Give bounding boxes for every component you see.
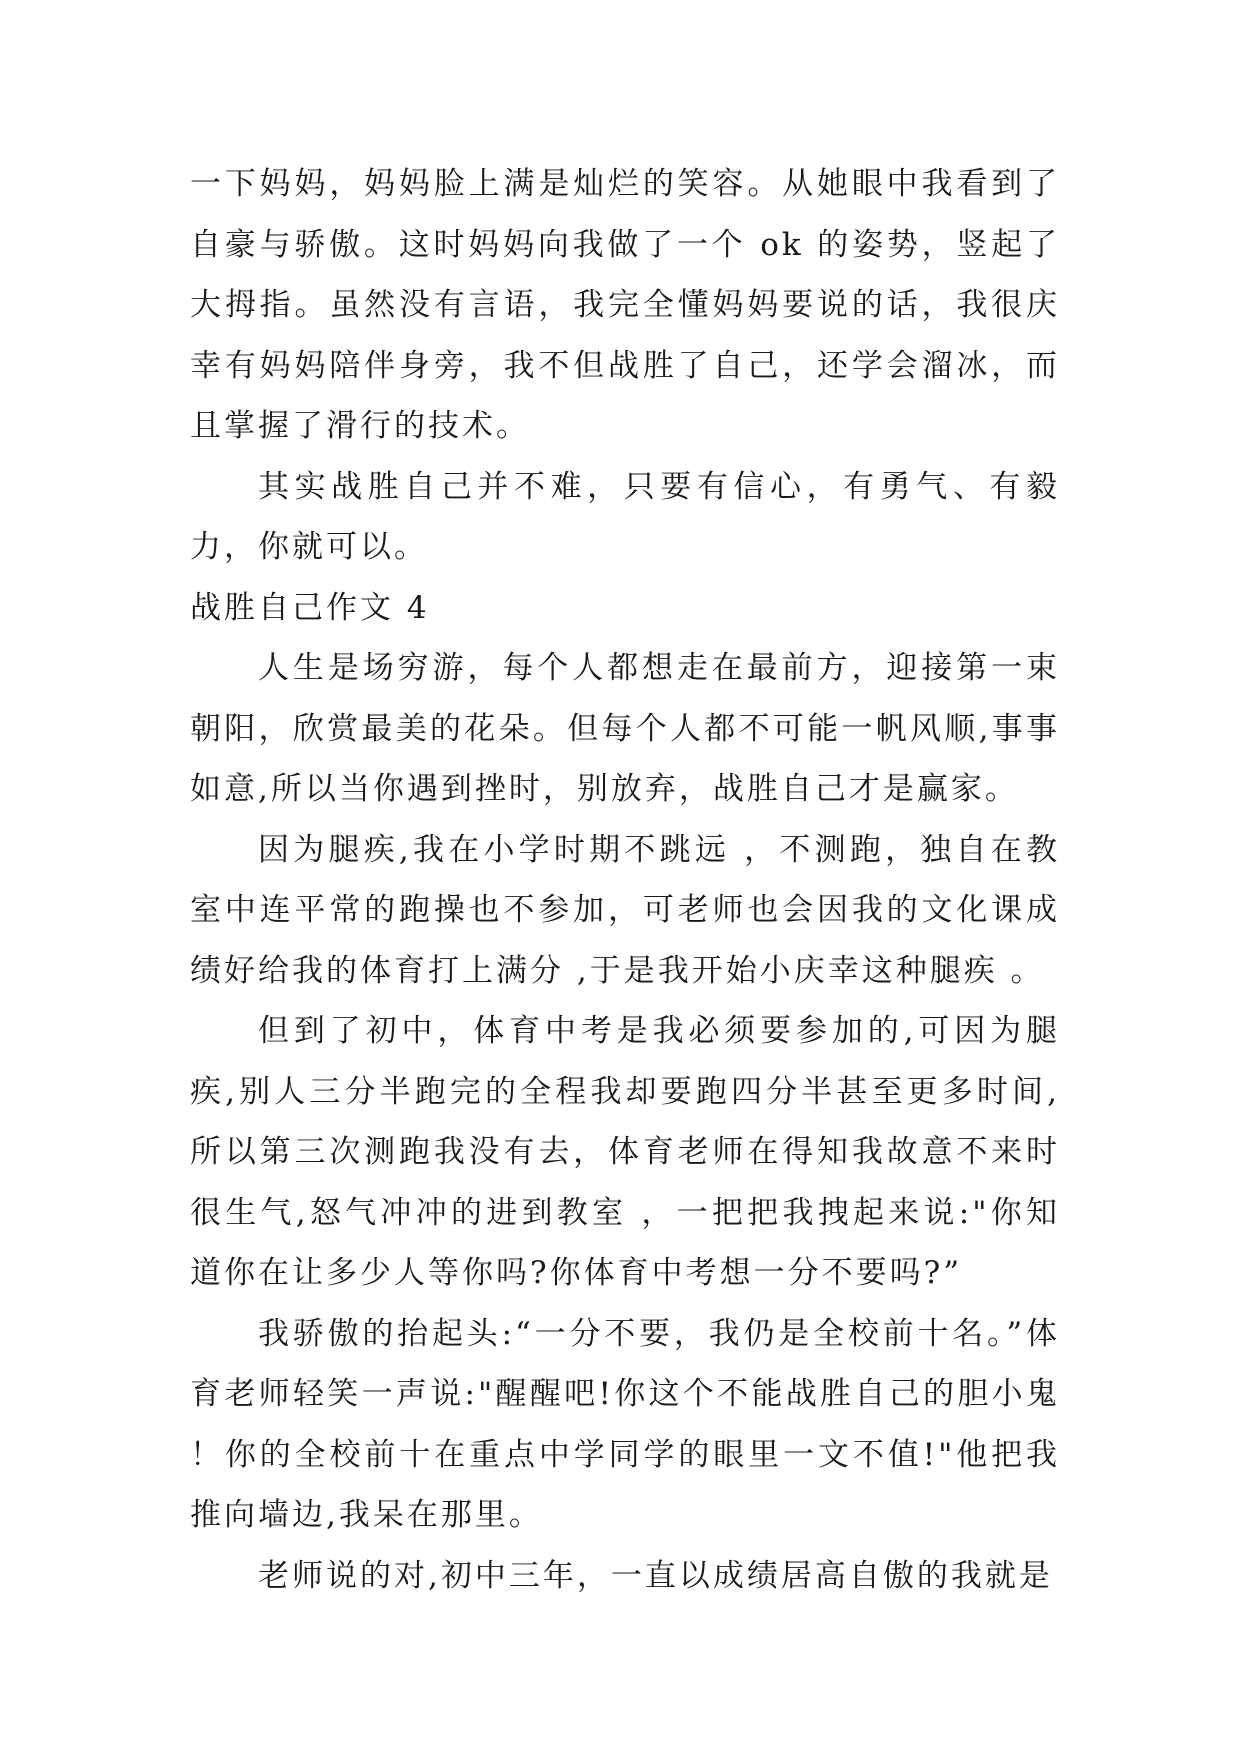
document-body [190,154,1060,1606]
section-paragraph-3: 但到了初中，体育中考是我必须要参加的,可因为腿疾,别人三分半跑完的全程我却要跑四分半甚至更多时间,所以第三次测跑我没有去，体育老师在得知我故意不来时很生气,怒气冲冲的进到教室 ，一把把我拽起来说:"你知道你在让多少人等你吗?你体育中考想一分不要吗?” [190,1013,1060,1291]
paragraph-conclusion: 其实战胜自己并不难，只要有信心，有勇气、有毅力，你就可以。 [190,468,1060,565]
section-paragraph-5: 老师说的对,初中三年，一直以成绩居高自傲的我就是 [258,1557,1053,1594]
paragraph-continuation: 一下妈妈，妈妈脸上满是灿烂的笑容。从她眼中我看到了自豪与骄傲。这时妈妈向我做了一个 ok 的姿势，竖起了大拇指。虽然没有言语，我完全懂妈妈要说的话，我很庆幸有妈妈陪伴身旁，我不但战胜了自己，还学会溜冰，而且掌握了滑行的技术。 [190,166,1060,444]
section-heading: 战胜自己作文 4 [190,589,430,626]
section-paragraph-2: 因为腿疾,我在小学时期不跳远 ，不测跑，独自在教室中连平常的跑操也不参加，可老师也会因我的文化课成绩好给我的体育打上满分 ,于是我开始小庆幸这种腿疾 。 [190,831,1060,989]
section-paragraph-4: 我骄傲的抬起头:“一分不要，我仍是全校前十名。”体育老师轻笑一声说:"醒醒吧!你这个不能战胜自己的胆小鬼 ！你的全校前十在重点中学同学的眼里一文不值!"他把我推向墙边,我呆在那里。 [190,1315,1060,1533]
section-paragraph-1: 人生是场穷游，每个人都想走在最前方，迎接第一束朝阳，欣赏最美的花朵。但每个人都不可能一帆风顺,事事如意,所以当你遇到挫时，别放弃，战胜自己才是赢家。 [190,650,1060,807]
